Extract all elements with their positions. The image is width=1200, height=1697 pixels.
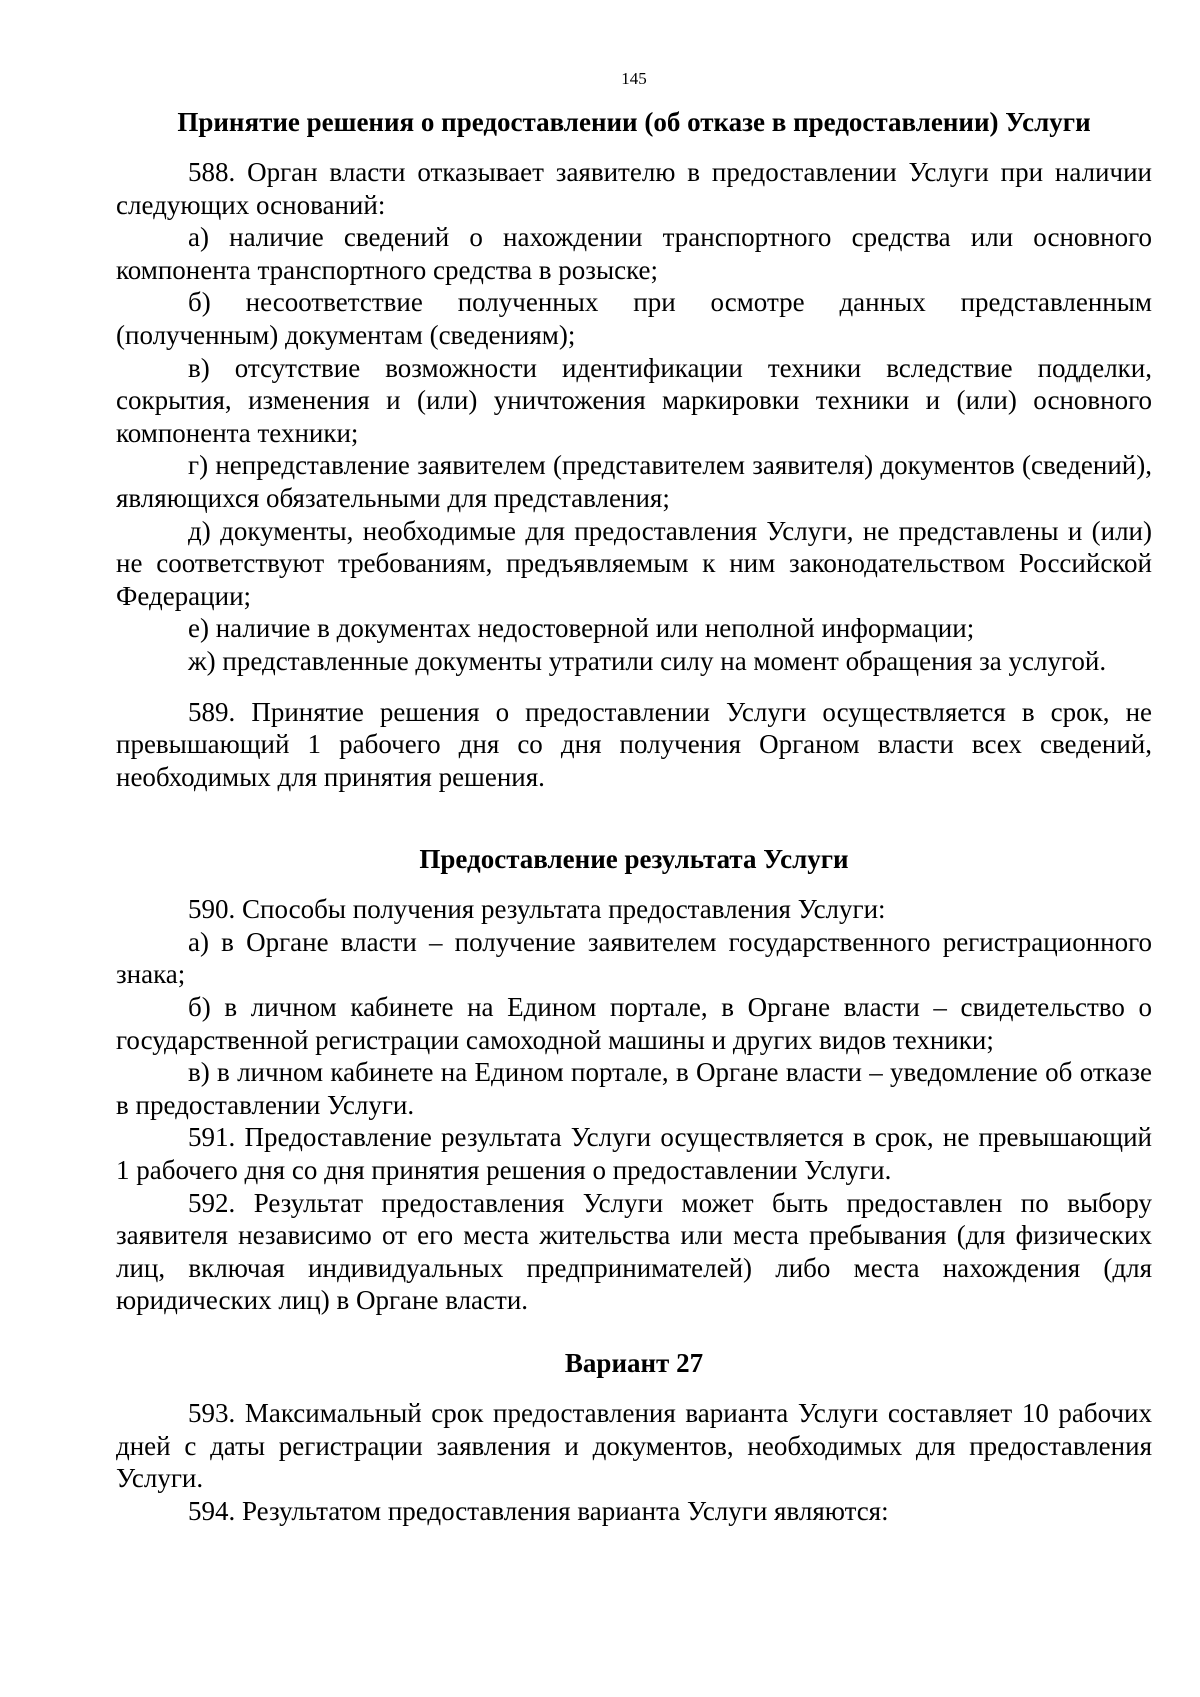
- list-item: б) в личном кабинете на Едином портале, в Органе власти – свидетельство о государственной регистрации самоходной машины и других видов техники;: [116, 992, 1152, 1055]
- list-item: а) в Органе власти – получение заявителем государственного регистрационного знака;: [116, 926, 1152, 990]
- section-heading-result: Предоставление результата Услуги: [419, 844, 849, 875]
- page-content: [116, 68, 1152, 1527]
- paragraph-590: 590. Способы получения результата предоставления Услуги:: [188, 894, 886, 925]
- paragraph-588: 588. Орган власти отказывает заявителю в предоставлении Услуги при наличии следующих оснований:: [116, 157, 1152, 220]
- paragraph-594: 594. Результатом предоставления варианта Услуги являются:: [188, 1495, 889, 1526]
- paragraph-589: 589. Принятие решения о предоставлении Услуги осуществляется в срок, не превышающий 1 рабочего дня со дня получения Органом власти всех сведений, необходимых для принятия решения.: [116, 696, 1152, 792]
- list-item: г) непредставление заявителем (представителем заявителя) документов (сведений), являющихся обязательными для представления;: [116, 450, 1152, 513]
- list-item: в) отсутствие возможности идентификации техники вследствие подделки, сокрытия, изменения и (или) уничтожения маркировки техники и (или) основного компонента техники;: [116, 352, 1152, 448]
- spacer: [116, 1317, 1152, 1347]
- paragraph-591: 591. Предоставление результата Услуги осуществляется в срок, не превышающий 1 рабочего дня со дня принятия решения о предоставлении Услуги.: [116, 1122, 1152, 1186]
- list-item: д) документы, необходимые для предоставления Услуги, не представлены и (или) не соответствуют требованиям, предъявляемым к ним законодательством Российской Федерации;: [116, 515, 1152, 611]
- paragraph-592: 592. Результат предоставления Услуги может быть предоставлен по выбору заявителя независимо от его места жительства или места пребывания (для физических лиц, включая индивидуальных предпринимателей) либо места нахождения (для юридических лиц) в Органе власти.: [116, 1187, 1152, 1316]
- list-item: а) наличие сведений о нахождении транспортного средства или основного компонента транспортного средства в розыске;: [116, 222, 1152, 285]
- list-item: б) несоответствие полученных при осмотре данных представленным (полученным) документам (сведениям);: [116, 287, 1152, 350]
- list-item: е) наличие в документах недостоверной или неполной информации;: [188, 613, 975, 644]
- spacer: [116, 793, 1152, 843]
- spacer: [116, 678, 1152, 696]
- page-number: 145: [621, 69, 647, 88]
- section-heading-variant: Вариант 27: [564, 1348, 704, 1378]
- section-heading-decision: Принятие решения о предоставлении (об отказе в предоставлении) Услуги: [177, 107, 1091, 137]
- list-item: ж) представленные документы утратили силу на момент обращения за услугой.: [188, 645, 1107, 676]
- list-item: в) в личном кабинете на Едином портале, в Органе власти – уведомление об отказе в предоставлении Услуги.: [116, 1057, 1152, 1120]
- paragraph-593: 593. Максимальный срок предоставления варианта Услуги составляет 10 рабочих дней с даты регистрации заявления и документов, необходимых для предоставления Услуги.: [116, 1398, 1152, 1494]
